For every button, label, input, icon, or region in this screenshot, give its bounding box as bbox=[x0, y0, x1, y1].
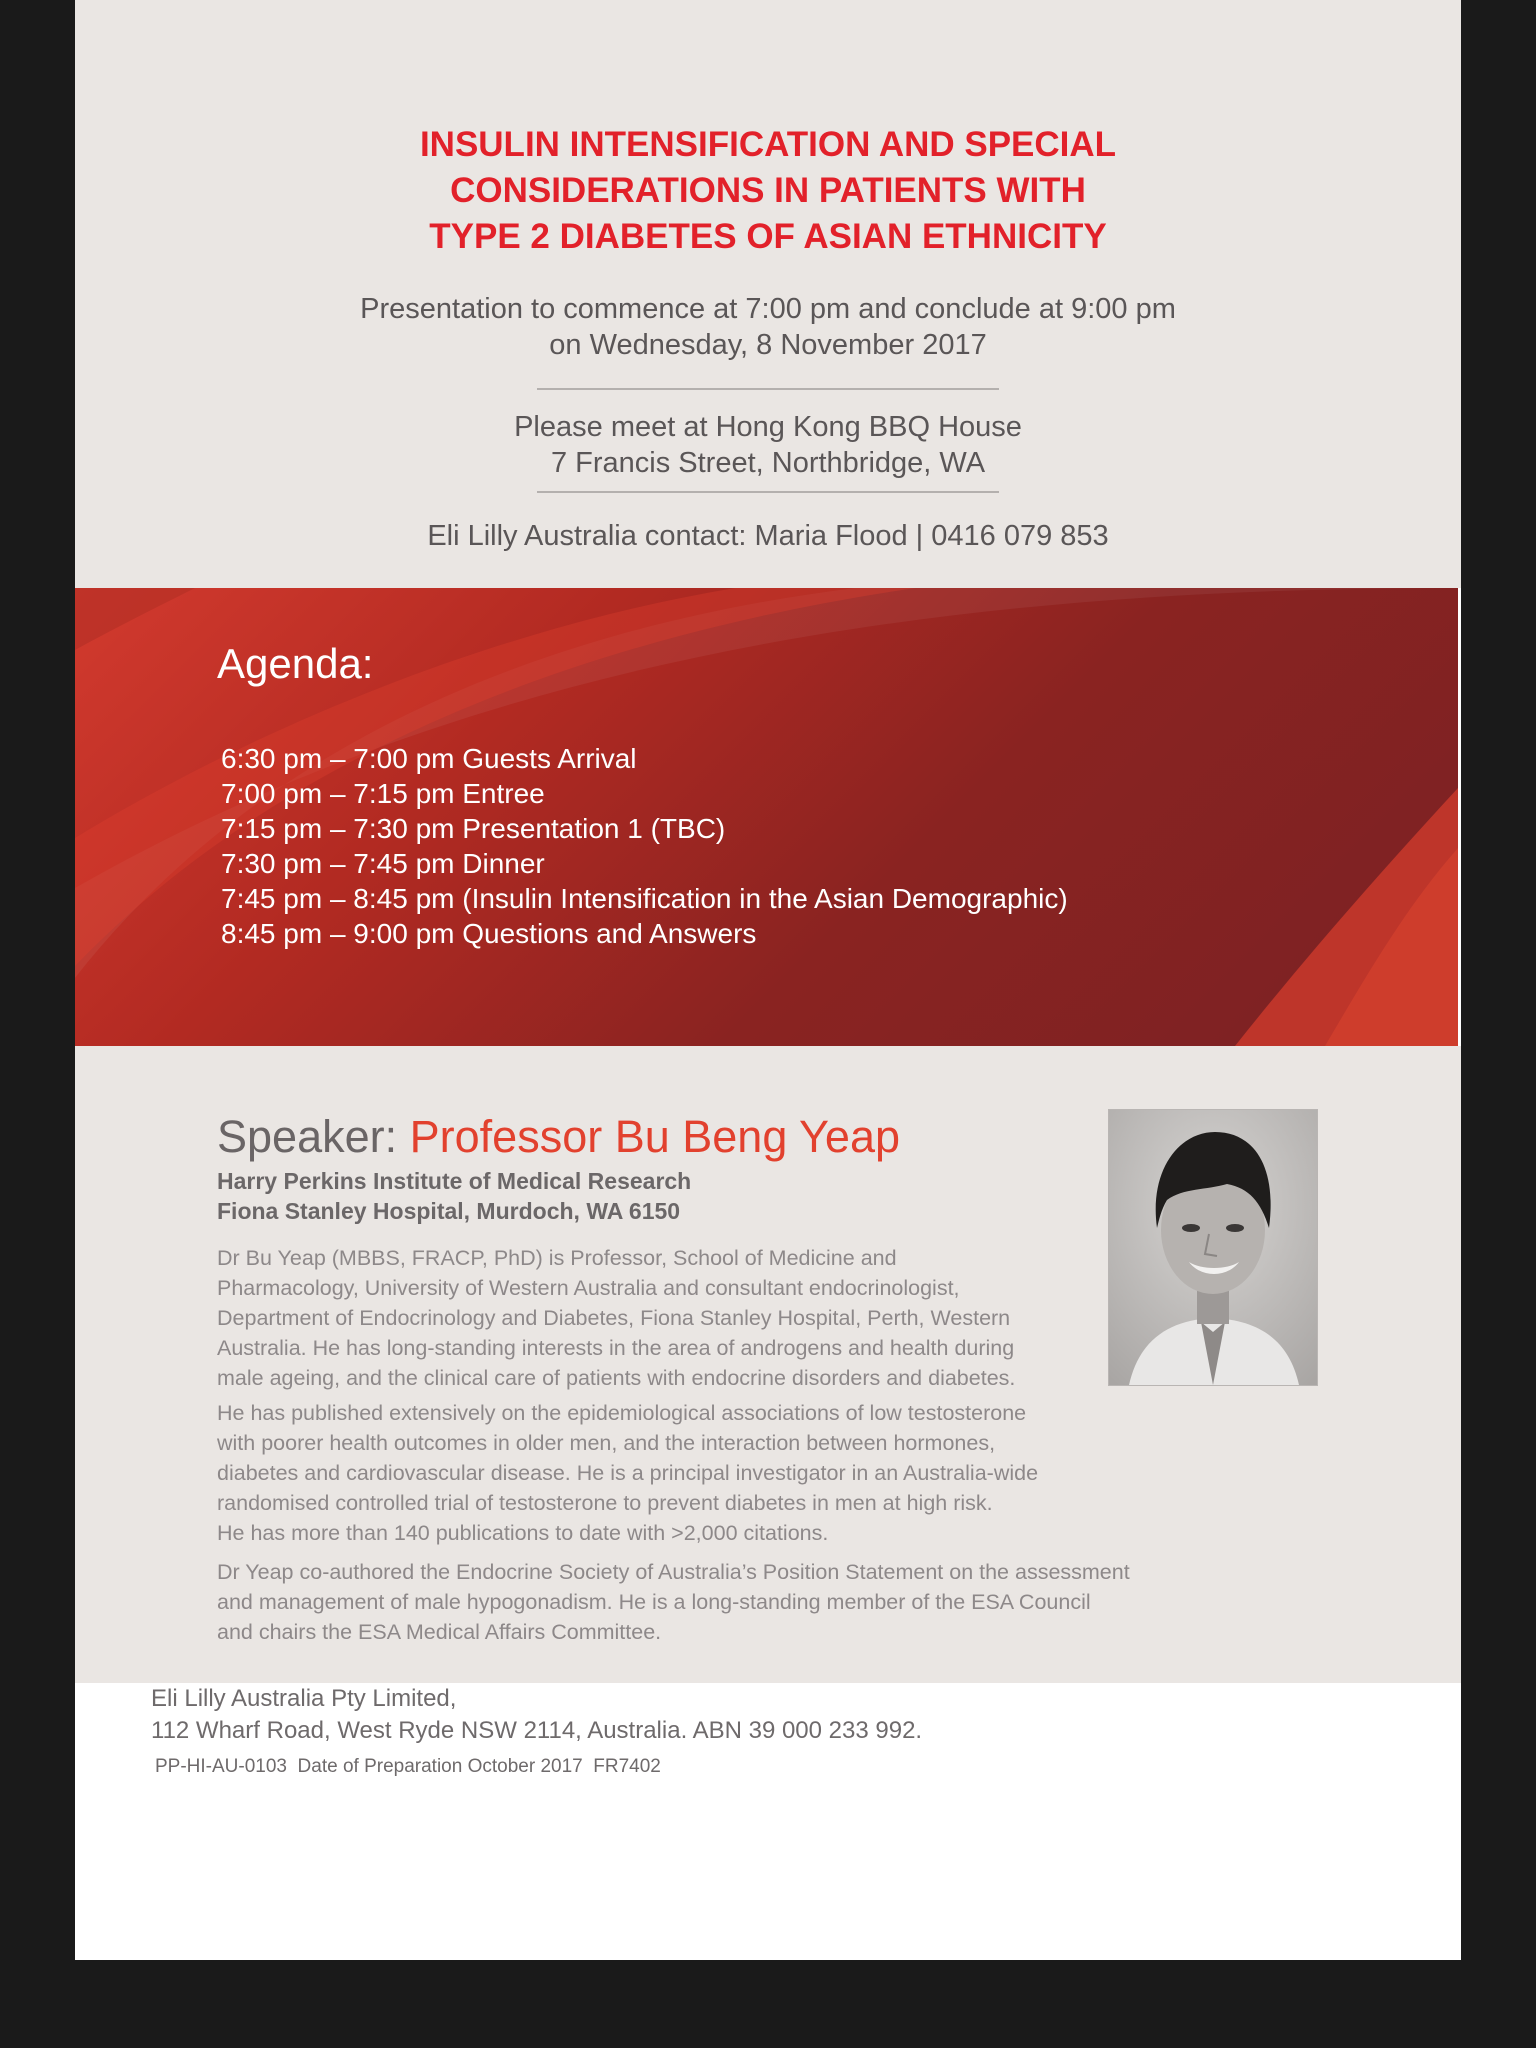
bio-line: male ageing, and the clinical care of patients with endocrine disorders and diabetes. bbox=[217, 1366, 1016, 1390]
speaker-portrait-image bbox=[1109, 1110, 1317, 1385]
bio-line: randomised controlled trial of testosterone to prevent diabetes in men at high risk. bbox=[217, 1491, 993, 1515]
divider bbox=[537, 388, 999, 390]
agenda-item: 7:45 pm – 8:45 pm (Insulin Intensification in the Asian Demographic) bbox=[221, 883, 1068, 914]
bio-line: He has more than 140 publications to date with >2,000 citations. bbox=[217, 1521, 829, 1545]
agenda-item: 7:00 pm – 7:15 pm Entree bbox=[221, 778, 545, 809]
bio-line: and chairs the ESA Medical Affairs Committee. bbox=[217, 1620, 662, 1644]
speaker-label: Speaker: bbox=[217, 1111, 398, 1162]
company-address: 112 Wharf Road, West Ryde NSW 2114, Australia. ABN 39 000 233 992. bbox=[151, 1717, 923, 1744]
event-header-section bbox=[75, 0, 1461, 588]
agenda-item: 7:15 pm – 7:30 pm Presentation 1 (TBC) bbox=[221, 813, 726, 844]
bio-line: with poorer health outcomes in older men, and the interaction between hormones, bbox=[217, 1431, 996, 1455]
agenda-item: 8:45 pm – 9:00 pm Questions and Answers bbox=[221, 918, 757, 949]
bio-line: Pharmacology, University of Western Australia and consultant endocrinologist, bbox=[217, 1276, 960, 1300]
agenda-heading: Agenda: bbox=[217, 640, 374, 687]
speaker-photo bbox=[1108, 1109, 1318, 1386]
event-title-line: CONSIDERATIONS IN PATIENTS WITH bbox=[450, 171, 1086, 210]
speaker-bio-paragraph bbox=[217, 1243, 1015, 1393]
agenda-item: 6:30 pm – 7:00 pm Guests Arrival bbox=[221, 743, 637, 774]
event-title bbox=[75, 122, 1461, 260]
preparation-info: PP-HI-AU-0103 Date of Preparation October 2017 FR7402 bbox=[155, 1756, 661, 1777]
speaker-bio-paragraph bbox=[217, 1557, 1130, 1647]
bio-line: Department of Endocrinology and Diabetes, Fiona Stanley Hospital, Perth, Western bbox=[217, 1306, 1011, 1330]
agenda-item: 7:30 pm – 7:45 pm Dinner bbox=[221, 848, 545, 879]
agenda-section bbox=[75, 588, 1458, 1046]
company-name: Eli Lilly Australia Pty Limited, bbox=[151, 1685, 457, 1712]
speaker-heading bbox=[217, 1109, 900, 1165]
divider bbox=[537, 491, 999, 493]
schedule-line: Presentation to commence at 7:00 pm and conclude at 9:00 pm bbox=[360, 293, 1176, 325]
schedule-line: on Wednesday, 8 November 2017 bbox=[549, 329, 987, 361]
invitation-page bbox=[75, 0, 1461, 1960]
speaker-section bbox=[75, 1046, 1461, 1683]
venue-line: Please meet at Hong Kong BBQ House bbox=[514, 411, 1022, 443]
bio-line: Australia. He has long-standing interests in the area of androgens and health during bbox=[217, 1336, 1015, 1360]
speaker-affiliation: Harry Perkins Institute of Medical Research bbox=[217, 1168, 692, 1194]
speaker-name: Professor Bu Beng Yeap bbox=[409, 1111, 901, 1162]
bio-line: Dr Yeap co-authored the Endocrine Society of Australia’s Position Statement on the assessment bbox=[217, 1560, 1130, 1584]
event-contact: Eli Lilly Australia contact: Maria Flood | 0416 079 853 bbox=[427, 520, 1109, 552]
footer bbox=[151, 1683, 922, 1779]
event-venue bbox=[75, 409, 1461, 481]
bio-line: and management of male hypogonadism. He is a long-standing member of the ESA Council bbox=[217, 1590, 1091, 1614]
venue-line: 7 Francis Street, Northbridge, WA bbox=[550, 447, 986, 479]
speaker-affiliation: Fiona Stanley Hospital, Murdoch, WA 6150 bbox=[217, 1198, 681, 1224]
agenda-list bbox=[221, 741, 1068, 951]
speaker-bio-paragraph bbox=[217, 1398, 1038, 1548]
bio-line: Dr Bu Yeap (MBBS, FRACP, PhD) is Professor, School of Medicine and bbox=[217, 1246, 897, 1270]
bio-line: diabetes and cardiovascular disease. He is a principal investigator in an Australia-wide bbox=[217, 1461, 1039, 1485]
event-title-line: TYPE 2 DIABETES OF ASIAN ETHNICITY bbox=[429, 217, 1107, 256]
event-schedule bbox=[75, 291, 1461, 363]
bio-line: He has published extensively on the epidemiological associations of low testosterone bbox=[217, 1401, 1027, 1425]
event-title-line: INSULIN INTENSIFICATION AND SPECIAL bbox=[419, 125, 1117, 164]
